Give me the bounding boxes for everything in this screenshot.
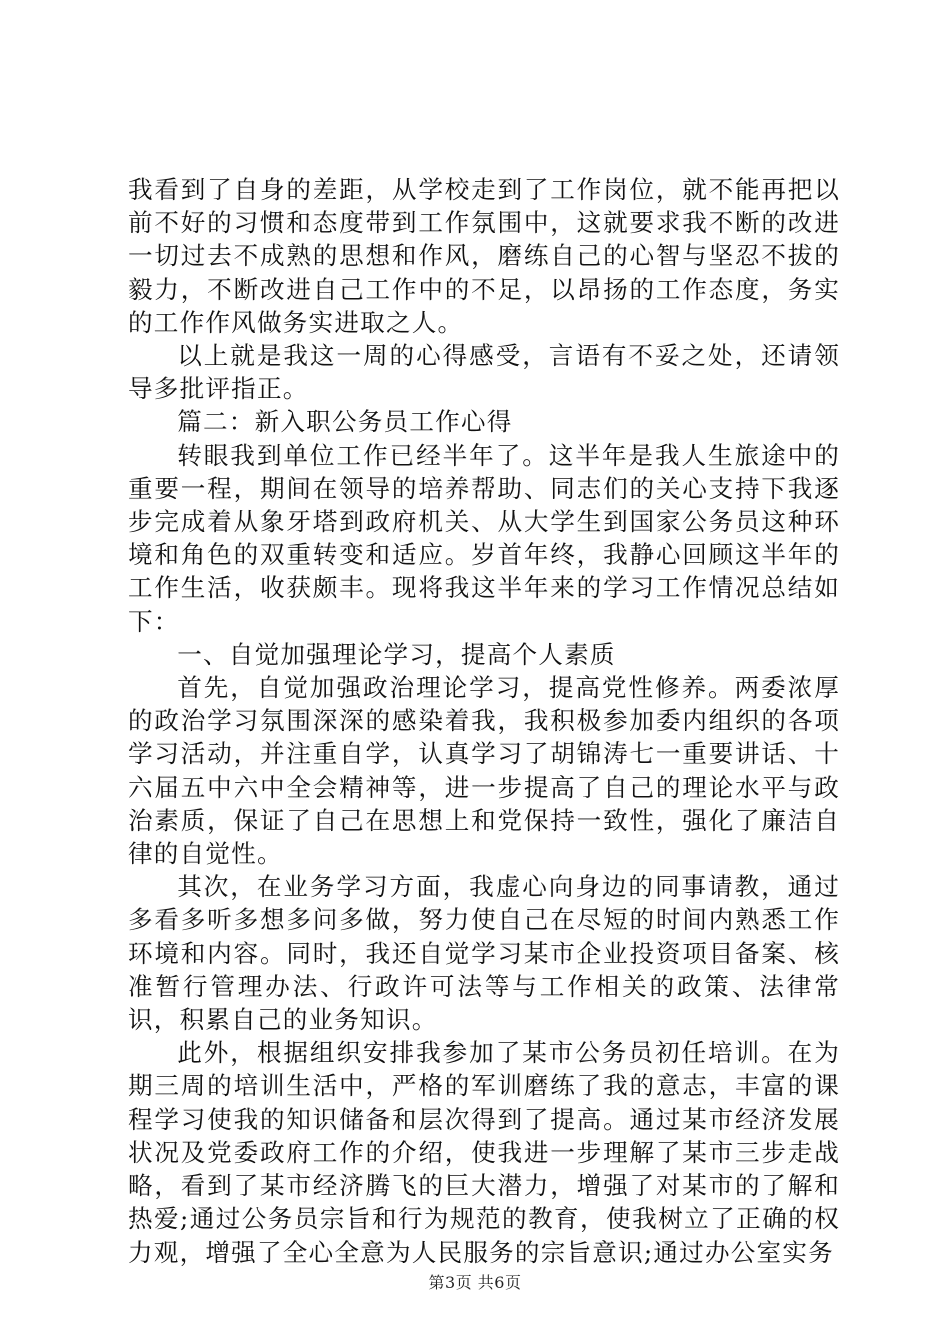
subheading-theory-study: 一、自觉加强理论学习，提高个人素质 bbox=[177, 639, 616, 669]
page-number-footer: 第3页 共6页 bbox=[428, 1273, 522, 1292]
section-heading-part-two: 篇二：新入职公务员工作心得 bbox=[177, 407, 513, 437]
paragraph-continuation: 我看到了自身的差距，从学校走到了工作岗位，就不能再把以前不好的习惯和态度带到工作氛围中，这就要求我不断的改进一切过去不成熟的思想和作风，磨练自己的心智与坚忍不拔的毅力，不断改进自己工作中的不足，以昂扬的工作态度，务实的工作作风做务实进取之人。 bbox=[128, 175, 840, 337]
paragraph-first: 首先，自觉加强政治理论学习，提高党性修养。两委浓厚的政治学习氛围深深的感染着我，我积极参加委内组织的各项学习活动，并注重自学，认真学习了胡锦涛七一重要讲话、十六届五中六中全会精神等，进一步提高了自己的理论水平与政治素质，保证了自己在思想上和党保持一致性，强化了廉洁自律的自觉性。 bbox=[128, 673, 840, 869]
paragraph-intro: 转眼我到单位工作已经半年了。这半年是我人生旅途中的重要一程，期间在领导的培养帮助、同志们的关心支持下我逐步完成着从象牙塔到政府机关、从大学生到国家公务员这种环境和角色的双重转变和适应。岁首年终，我静心回顾这半年的工作生活，收获颇丰。现将我这半年来的学习工作情况总结如下： bbox=[128, 440, 840, 636]
paragraph-closing-remarks: 以上就是我这一周的心得感受，言语有不妥之处，还请领导多批评指正。 bbox=[128, 341, 840, 404]
paragraph-second: 其次，在业务学习方面，我虚心向身边的同事请教，通过多看多听多想多问多做，努力使自己在尽短的时间内熟悉工作环境和内容。同时，我还自觉学习某市企业投资项目备案、核准暂行管理办法、行政许可法等与工作相关的政策、法律常识，积累自己的业务知识。 bbox=[128, 872, 840, 1035]
document-body bbox=[128, 173, 840, 1269]
paragraph-additionally: 此外，根据组织安排我参加了某市公务员初任培训。在为期三周的培训生活中，严格的军训磨练了我的意志，丰富的课程学习使我的知识储备和层次得到了提高。通过某市经济发展状况及党委政府工作的介绍，使我进一步理解了某市三步走战略，看到了某市经济腾飞的巨大潜力，增强了对某市的了解和热爱;通过公务员宗旨和行为规范的教育，使我树立了正确的权力观，增强了全心全意为人民服务的宗旨意识;通过办公室实务 bbox=[128, 1038, 840, 1267]
